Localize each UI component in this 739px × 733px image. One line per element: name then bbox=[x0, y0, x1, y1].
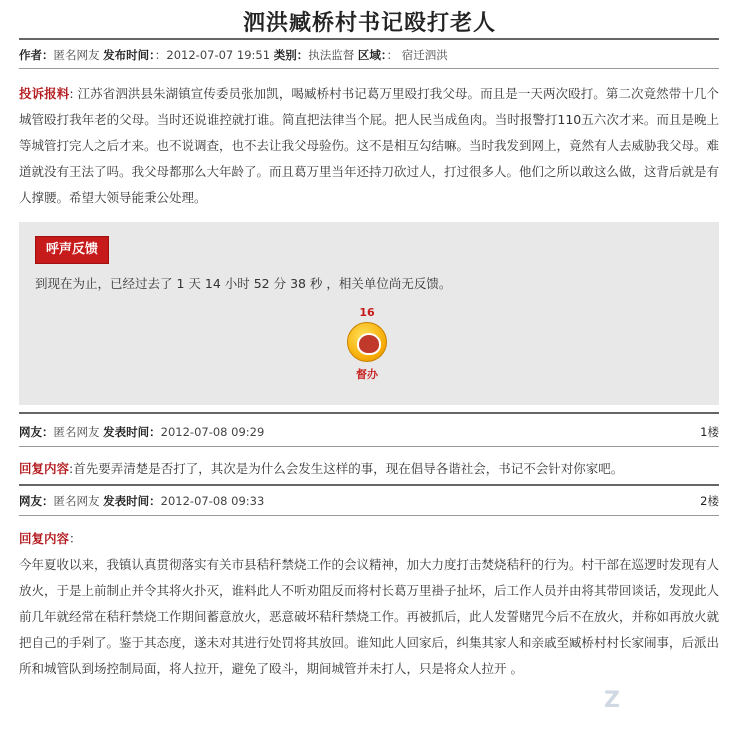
floor-number: 2楼 bbox=[700, 494, 719, 508]
divider bbox=[19, 38, 719, 40]
urge-count: 16 bbox=[359, 306, 375, 319]
feedback-button[interactable]: 呼声反馈 bbox=[35, 236, 109, 264]
urge-label[interactable]: 督办 bbox=[356, 368, 378, 381]
urge-widget[interactable] bbox=[345, 306, 389, 382]
feedback-panel bbox=[19, 222, 719, 405]
reply-text: 今年夏收以来，我镇认真贯彻落实有关市县秸秆禁烧工作的会议精神，加大力度打击焚烧秸秆的行为。村干部在巡逻时发现有人放火，于是上前制止并令其将火扑灭，谁料此人不听劝阻反而将村长葛万里褂子扯坏，后工作人员并由将其带回谈话，发现此人前几年就经常在秸秆禁烧工作期间蓄意放火，恶意破坏秸秆禁烧工作。再被抓后，此人发誓赌咒今后不在放火，并称如再放火就把自己的手剁了。鉴于其态度，遂未对其进行处罚将其放回。谁知此人回家后，纠集其家人和亲戚至臧桥村村长家闹事，后派出所和城管队到场控制局面，将人拉开，避免了殴斗，期间城管并未打人，只是将众人拉开 。 bbox=[19, 557, 720, 676]
page-title: 泗洪臧桥村书记殴打老人 bbox=[242, 10, 496, 36]
divider bbox=[19, 412, 719, 414]
floor-number: 1楼 bbox=[700, 425, 719, 439]
watermark-logo: Z bbox=[604, 688, 620, 713]
author[interactable]: 匿名网友 bbox=[53, 48, 100, 62]
complaint-body bbox=[19, 81, 719, 211]
reply-time: 2012-07-08 09:29 bbox=[160, 425, 265, 439]
divider bbox=[19, 68, 719, 69]
reply-meta: 网友：匿名网友 发表时间：2012-07-08 09:33 2楼 bbox=[19, 494, 719, 508]
reply-content bbox=[19, 456, 719, 482]
region[interactable]: 宿迁泗洪 bbox=[401, 48, 448, 62]
post-time: 2012-07-07 19:51 bbox=[166, 48, 271, 62]
reply-text: :首先要弄清楚是否打了，其次是为什么会发生这样的事，现在倡导各谐社会，书记不会针对你家吧。 bbox=[69, 461, 624, 476]
category[interactable]: 执法监督 bbox=[308, 48, 355, 62]
divider bbox=[19, 484, 719, 486]
urge-face-icon[interactable] bbox=[347, 322, 387, 362]
reply-content-label: 回复内容 bbox=[19, 531, 70, 546]
reply-time: 2012-07-08 09:33 bbox=[160, 494, 265, 508]
reply-user[interactable]: 匿名网友 bbox=[53, 494, 100, 508]
reply-user[interactable]: 匿名网友 bbox=[53, 425, 100, 439]
divider bbox=[19, 446, 719, 447]
divider bbox=[19, 515, 719, 516]
reply-meta: 网友：匿名网友 发表时间：2012-07-08 09:29 1楼 bbox=[19, 425, 719, 439]
complaint-label: 投诉报料 bbox=[19, 86, 70, 101]
post-meta: 作者：匿名网友 发布时间：：2012-07-07 19:51 类别：执法监督 区域：： 宿迁泗洪 bbox=[19, 48, 448, 62]
complaint-text: : 江苏省泗洪县朱湖镇宣传委员张加凯，喝臧桥村书记葛万里殴打我父母。而且是一天两次殴打。第二次竟然带十几个城管殴打我年老的父母。当时还说谁控就打谁。简直把法律当个屁。把人民当成鱼肉。当时报警打110五六次才来。而且是晚上等城管打完人之后才来。也不说调查，也不去让我父母验伤。这不是相互勾结嘛。当时我发到网上，竟然有人去威胁我父母。难道就没有王法了吗。我父母都那么大年龄了。而且葛万里当年还持刀砍过人，打过很多人。他们之所以敢这么做，这背后就是有人撑腰。希望大领导能秉公处理。 bbox=[19, 86, 720, 205]
reply-content: 回复内容： 今年夏收以来，我镇认真贯彻落实有关市县秸秆禁烧工作的会议精神，加大力度打击焚烧秸秆的行为。村干部在巡逻时发现有人放火，于是上前制止并令其将火扑灭，谁料此人不听劝阻反而将村长葛万里褂子扯坏，后工作人员并由将其带回谈话，发现此人前几年就经常在秸秆禁烧工作期间蓄意放火，恶意破坏秸秆禁烧工作。再被抓后，此人发誓赌咒今后不在放火，并称如再放火就把自己的手剁了。鉴于其态度，遂未对其进行处罚将其放回。谁知此人回家后，纠集其家人和亲戚至臧桥村村长家闹事，后派出所和城管队到场控制局面，将人拉开，避免了殴斗，期间城管并未打人，只是将众人拉开 。 bbox=[19, 531, 720, 676]
reply-content-label: 回复内容 bbox=[19, 461, 70, 476]
elapsed-time: 到现在为止，已经过去了 1 天 14 小时 52 分 38 秒 ，相关单位尚无反馈。 bbox=[35, 276, 452, 291]
